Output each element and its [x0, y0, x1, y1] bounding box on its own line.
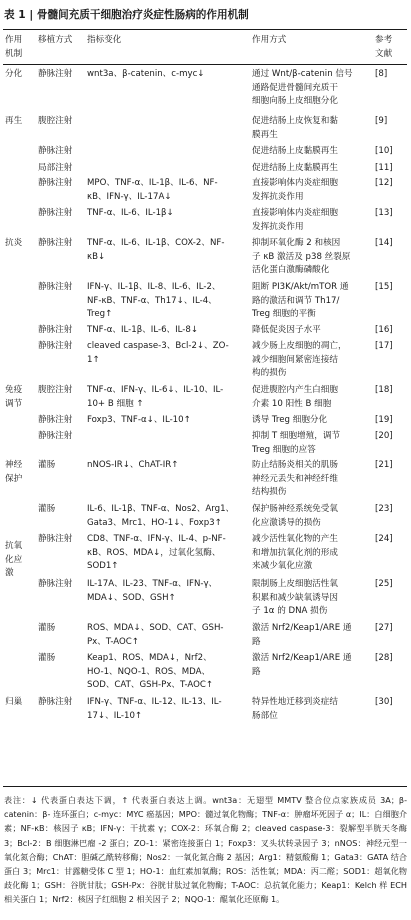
row-route: 灌肠	[38, 623, 56, 633]
row-action: 减少活性氧化物的产生 和增加抗氧化剂的形成 来减少氧化应激	[252, 534, 338, 571]
row-route: 静脉注射	[38, 325, 73, 335]
row-category: 分化	[5, 69, 23, 79]
row-route: 灌肠	[38, 460, 56, 470]
row-route: 静脉注射	[38, 178, 73, 188]
row-indicator: TNF-α、IL-1β、IL-6、IL-8↓	[87, 325, 199, 335]
row-action: 激活 Nrf2/Keap1/ARE 通 路	[252, 653, 352, 677]
row-reference: [13]	[375, 208, 393, 218]
row-category: 归巢	[5, 697, 23, 707]
row-action: 特异性地迁移到炎症结 肠部位	[252, 697, 338, 721]
row-reference: [19]	[375, 415, 393, 425]
row-indicator: cleaved caspase-3、Bcl-2↓、ZO- 1↑	[87, 341, 229, 365]
row-reference: [27]	[375, 623, 393, 633]
header-action: 作用方式	[252, 35, 287, 45]
row-route: 静脉注射	[38, 238, 73, 248]
row-reference: [24]	[375, 534, 393, 544]
row-route: 腹腔注射	[38, 385, 73, 395]
table-title: 表 1 | 骨髓间充质干细胞治疗炎症性肠病的作用机制	[4, 9, 249, 21]
row-reference: [17]	[375, 341, 393, 351]
header-route: 移植方式	[38, 35, 73, 45]
top-rule	[3, 29, 407, 30]
row-action: 促进结肠上皮恢复和黏 膜再生	[252, 116, 338, 140]
row-action: 保护肠神经系统免受氧 化应激诱导的损伤	[252, 504, 338, 528]
row-reference: [18]	[375, 385, 393, 395]
row-action: 防止结肠炎相关的肌肠 神经元丢失和神经纤维 结构损伤	[252, 460, 338, 497]
row-reference: [16]	[375, 325, 393, 335]
row-indicator: Foxp3、TNF-α↓、IL-10↑	[87, 415, 191, 425]
row-route: 腹腔注射	[38, 116, 73, 126]
row-action: 直接影响体内炎症细胞 发挥抗炎作用	[252, 208, 338, 232]
row-route: 灌肠	[38, 653, 56, 663]
row-route: 静脉注射	[38, 146, 73, 156]
row-route: 静脉注射	[38, 282, 73, 292]
row-reference: [8]	[375, 69, 388, 79]
row-reference: [14]	[375, 238, 393, 248]
row-indicator: TNF-α、IL-6、IL-1β、COX-2、NF- κB↓	[87, 238, 225, 262]
row-route: 静脉注射	[38, 341, 73, 351]
row-reference: [28]	[375, 653, 393, 663]
row-category: 神经 保护	[5, 460, 23, 484]
row-route: 静脉注射	[38, 579, 73, 589]
row-action: 通过 Wnt/β-catenin 信号 通路促进骨髓间充质干 细胞向肠上皮细胞分化	[252, 69, 353, 106]
row-reference: [21]	[375, 460, 393, 470]
row-indicator: ROS、MDA↓、SOD、CAT、GSH- Px、T-AOC↑	[87, 623, 224, 647]
row-route: 静脉注射	[38, 431, 73, 441]
row-category: 再生	[5, 116, 23, 126]
row-indicator: MPO、TNF-α、IL-1β、IL-6、NF- κB、IFN-γ、IL-17A↓	[87, 178, 218, 202]
header-indicator: 指标变化	[87, 35, 122, 45]
row-category: 抗炎	[5, 238, 23, 248]
row-route: 静脉注射	[38, 534, 73, 544]
row-reference: [20]	[375, 431, 393, 441]
row-action: 促进结肠上皮黏膜再生	[252, 163, 338, 173]
row-route: 静脉注射	[38, 208, 73, 218]
row-reference: [23]	[375, 504, 393, 514]
row-route: 静脉注射	[38, 697, 73, 707]
row-indicator: IL-17A、IL-23、TNF-α、IFN-γ、 MDA↓、SOD、GSH↑	[87, 579, 218, 603]
row-route: 静脉注射	[38, 415, 73, 425]
row-action: 直接影响体内炎症细胞 发挥抗炎作用	[252, 178, 338, 202]
row-action: 诱导 Treg 细胞分化	[252, 415, 328, 425]
row-reference: [9]	[375, 116, 388, 126]
row-route: 局部注射	[38, 163, 73, 173]
row-indicator: CD8、TNF-α、IFN-γ、IL-4、p-NF- κB、ROS、MDA↓，过氧化氢酶、 SOD1↑	[87, 534, 226, 571]
row-indicator: TNF-α、IL-6、IL-1β↓	[87, 208, 174, 218]
row-action: 抑制环氧化酶 2 和核因 子 κB 激活及 p38 丝裂原 活化蛋白激酶磷酸化	[252, 238, 351, 275]
row-indicator: nNOS-IR↓、ChAT-IR↑	[87, 460, 179, 470]
row-action: 减少肠上皮细胞的凋亡， 减少细胞间紧密连接结 构的损伤	[252, 341, 347, 378]
header-rule	[3, 64, 407, 65]
row-action: 激活 Nrf2/Keap1/ARE 通 路	[252, 623, 352, 647]
row-action: 促进结肠上皮黏膜再生	[252, 146, 338, 156]
header-reference: 参考 文献	[375, 35, 393, 59]
row-action: 抑制 T 细胞增殖，调节 Treg 细胞的应答	[252, 431, 341, 455]
row-indicator: IFN-γ、TNF-α、IL-12、IL-13、IL- 17↓、IL-10↑	[87, 697, 222, 721]
row-route: 静脉注射	[38, 69, 73, 79]
row-indicator: IFN-γ、IL-1β、IL-8、IL-6、IL-2、 NF-κB、TNF-α、Th17↓、IL-4、 Treg↑	[87, 282, 221, 319]
row-indicator: wnt3a、β-catenin、c-myc↓	[87, 69, 205, 79]
row-indicator: IL-6、IL-1β、TNF-α、Nos2、Arg1、 Gata3、Mrc1、HO-1↓、Foxp3↑	[87, 504, 235, 528]
row-reference: [30]	[375, 697, 393, 707]
row-reference: [15]	[375, 282, 393, 292]
header-mechanism: 作用 机制	[5, 35, 23, 59]
row-reference: [12]	[375, 178, 393, 188]
bottom-rule	[3, 786, 407, 787]
row-indicator: TNF-α、IFN-γ、IL-6↓、IL-10、IL- 10+ B 细胞 ↑	[87, 385, 224, 409]
row-reference: [25]	[375, 579, 393, 589]
row-category: 免疫 调节	[5, 385, 23, 409]
table-footnote: 表注：↓ 代表蛋白表达下调，↑ 代表蛋白表达上调。wnt3a：无翅型 MMTV 整合位点家族成员 3A；β-catenin：β- 连环蛋白；c-myc：MYC 癌基因；MPO：髓过氧化物酶；TNF-α：肿瘤坏死因子 α；IL：白细胞介素；NF-κB：核因子 κB；IFN-γ：干扰素 γ；COX-2：环氧合酶 2；cleaved caspase-3：裂解型半胱天冬酶 3；Bcl-2：B 细胞淋巴瘤 -2 蛋白；ZO-1：紧密连接蛋白 1；Foxp3：叉头状转录因子 3；nNOS：神经元型一氧化氮合酶；ChAT：胆碱乙酰转移酶；Nos2：一氧化氮合酶 2 基因；Arg1：精氨酸酶 1；Gata3：GATA 结合蛋白 3；Mrc1：甘露糖受体 C 型 1；HO-1：血红素加氧酶；ROS：活性氧；MDA：丙二醛；SOD1：超氧化物歧化酶 1；GSH：谷胱甘肽；GSH-Px：谷胱甘肽过氧化物酶；T-AOC：总抗氧化能力；Keap1：Kelch 样 ECH 相关蛋白 1；Nrf2：核因子红细胞 2 相关因子 2；NQO-1：醌氧化还原酶 1。	[4, 795, 407, 905]
row-action: 阻断 PI3K/Akt/mTOR 通 路的激活和调节 Th17/ Treg 细胞的平衡	[252, 282, 349, 319]
row-action: 促进腹腔内产生白细胞 介素 10 阳性 B 细胞	[252, 385, 338, 409]
row-action: 限制肠上皮细胞活性氧 积累和减少缺氧诱导因 子 1α 的 DNA 损伤	[252, 579, 338, 616]
row-category: 抗氧 化应 激	[5, 541, 23, 578]
row-reference: [10]	[375, 146, 393, 156]
row-reference: [11]	[375, 163, 393, 173]
row-action: 降低促炎因子水平	[252, 325, 321, 335]
row-route: 灌肠	[38, 504, 56, 514]
row-indicator: Keap1、ROS、MDA↓，Nrf2、 HO-1、NQO-1、ROS、MDA、 SOD、CAT、GSH-Px、T-AOC↑	[87, 653, 214, 690]
